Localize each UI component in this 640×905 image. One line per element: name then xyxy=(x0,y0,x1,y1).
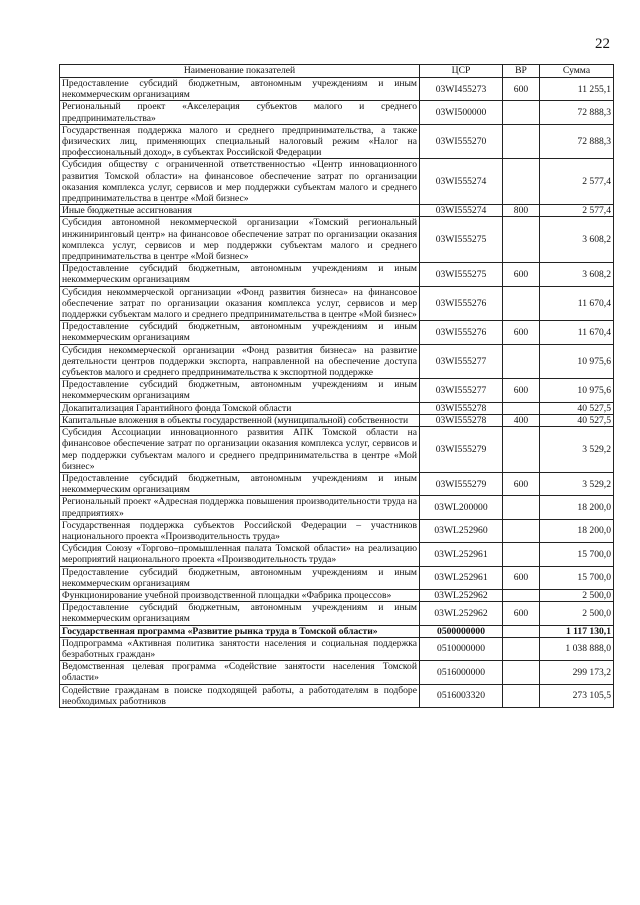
cell-csr: 03WL200000 xyxy=(420,496,503,519)
table-row xyxy=(60,519,614,542)
cell-csr: 03WL252962 xyxy=(420,589,503,601)
cell-sum: 1 117 130,1 xyxy=(540,625,614,637)
cell-vr xyxy=(503,344,540,379)
table-row xyxy=(60,159,614,205)
cell-name: Региональный проект «Акселерация субъектов малого и среднего предпринимательства» xyxy=(60,101,420,124)
cell-sum: 273 105,5 xyxy=(540,684,614,707)
cell-name: Субсидия Союзу «Торгово–промышленная палата Томской области» на реализацию мероприятий национального проекта «Производительность труда» xyxy=(60,543,420,566)
cell-sum: 40 527,5 xyxy=(540,414,614,426)
cell-name: Субсидия некоммерческой организации «Фонд развития бизнеса» на финансовое обеспечение затрат по организации оказания комплекса услуг, сервисов и мер поддержки субъектам малого и среднего предпринимательства в центре «Мой бизнес» xyxy=(60,286,420,321)
page-number: 22 xyxy=(595,36,610,52)
table-row xyxy=(60,661,614,684)
cell-csr: 03WI555275 xyxy=(420,217,503,263)
table-row xyxy=(60,321,614,344)
cell-sum: 2 500,0 xyxy=(540,589,614,601)
cell-csr: 03WI555275 xyxy=(420,263,503,286)
cell-csr: 03WI555276 xyxy=(420,286,503,321)
cell-name: Иные бюджетные ассигнования xyxy=(60,205,420,217)
cell-sum: 2 577,4 xyxy=(540,205,614,217)
cell-vr: 400 xyxy=(503,414,540,426)
cell-vr: 600 xyxy=(503,263,540,286)
cell-sum: 11 255,1 xyxy=(540,78,614,101)
table-row xyxy=(60,566,614,589)
cell-sum: 2 500,0 xyxy=(540,602,614,625)
cell-vr xyxy=(503,543,540,566)
cell-name: Государственная поддержка субъектов Российской Федерации – участников национального проекта «Производительность труда» xyxy=(60,519,420,542)
table-row xyxy=(60,402,614,414)
cell-csr: 03WI500000 xyxy=(420,101,503,124)
cell-vr xyxy=(503,661,540,684)
cell-csr: 0500000000 xyxy=(420,625,503,637)
cell-sum: 72 888,3 xyxy=(540,124,614,159)
cell-csr: 0510000000 xyxy=(420,637,503,660)
table-row xyxy=(60,263,614,286)
cell-csr: 0516000000 xyxy=(420,661,503,684)
cell-vr: 600 xyxy=(503,321,540,344)
cell-sum: 72 888,3 xyxy=(540,101,614,124)
cell-name: Субсидия некоммерческой организации «Фонд развития бизнеса» на развитие деятельности центров поддержки экспорта, направленной на обеспечение доступа субъектов малого и среднего предпринимательства к экспортной поддержке xyxy=(60,344,420,379)
cell-name: Предоставление субсидий бюджетным, автономным учреждениям и иным некоммерческим организациям xyxy=(60,321,420,344)
cell-sum: 10 975,6 xyxy=(540,379,614,402)
cell-sum: 3 608,2 xyxy=(540,217,614,263)
cell-csr: 03WI555278 xyxy=(420,414,503,426)
cell-csr: 03WI555277 xyxy=(420,379,503,402)
cell-sum: 3 608,2 xyxy=(540,263,614,286)
cell-vr xyxy=(503,217,540,263)
cell-name: Государственная программа «Развитие рынка труда в Томской области» xyxy=(60,625,420,637)
cell-name: Предоставление субсидий бюджетным, автономным учреждениям и иным некоммерческим организациям xyxy=(60,602,420,625)
cell-sum: 11 670,4 xyxy=(540,321,614,344)
table-row xyxy=(60,344,614,379)
cell-csr: 03WI455273 xyxy=(420,78,503,101)
table-row xyxy=(60,205,614,217)
cell-sum: 15 700,0 xyxy=(540,543,614,566)
cell-name: Предоставление субсидий бюджетным, автономным учреждениям и иным некоммерческим организациям xyxy=(60,379,420,402)
cell-vr xyxy=(503,684,540,707)
cell-vr: 600 xyxy=(503,566,540,589)
cell-vr xyxy=(503,637,540,660)
cell-name: Функционирование учебной производственной площадки «Фабрика процессов» xyxy=(60,589,420,601)
cell-csr: 03WI555278 xyxy=(420,402,503,414)
cell-csr: 03WI555276 xyxy=(420,321,503,344)
cell-name: Предоставление субсидий бюджетным, автономным учреждениям и иным некоммерческим организациям xyxy=(60,472,420,495)
table-row xyxy=(60,496,614,519)
table-row xyxy=(60,124,614,159)
cell-name: Субсидия автономной некоммерческой организации «Томский региональный инжиниринговый центр» на финансовое обеспечение затрат по организации оказания комплекса услуг, сервисов и мер поддержки субъектам малого и среднего предпринимательства в центре «Мой бизнес» xyxy=(60,217,420,263)
table-row xyxy=(60,427,614,473)
cell-vr xyxy=(503,589,540,601)
cell-name: Докапитализация Гарантийного фонда Томской области xyxy=(60,402,420,414)
cell-sum: 3 529,2 xyxy=(540,472,614,495)
cell-sum: 1 038 888,0 xyxy=(540,637,614,660)
table-row xyxy=(60,379,614,402)
cell-csr: 03WI555270 xyxy=(420,124,503,159)
cell-sum: 3 529,2 xyxy=(540,427,614,473)
column-header-csr: ЦСР xyxy=(420,65,503,78)
column-header-sum: Сумма xyxy=(540,65,614,78)
table-row xyxy=(60,625,614,637)
cell-name: Государственная поддержка малого и среднего предпринимательства, а также физических лиц, применяющих специальный налоговый режим «Налог на профессиональный доход», в субъектах Российской Федерации xyxy=(60,124,420,159)
cell-name: Региональный проект «Адресная поддержка повышения производительности труда на предприятиях» xyxy=(60,496,420,519)
cell-sum: 15 700,0 xyxy=(540,566,614,589)
cell-vr xyxy=(503,159,540,205)
cell-sum: 18 200,0 xyxy=(540,519,614,542)
cell-sum: 10 975,6 xyxy=(540,344,614,379)
cell-name: Ведомственная целевая программа «Содействие занятости населения Томской области» xyxy=(60,661,420,684)
cell-name: Предоставление субсидий бюджетным, автономным учреждениям и иным некоммерческим организациям xyxy=(60,263,420,286)
column-header-name: Наименование показателей xyxy=(60,65,420,78)
table-row xyxy=(60,101,614,124)
cell-vr: 600 xyxy=(503,472,540,495)
cell-vr: 600 xyxy=(503,602,540,625)
table-row xyxy=(60,286,614,321)
table-header-row xyxy=(60,65,614,78)
table-row xyxy=(60,684,614,707)
cell-sum: 2 577,4 xyxy=(540,159,614,205)
cell-csr: 03WL252962 xyxy=(420,602,503,625)
cell-vr xyxy=(503,286,540,321)
cell-csr: 03WL252960 xyxy=(420,519,503,542)
cell-sum: 299 173,2 xyxy=(540,661,614,684)
cell-name: Субсидия Ассоциации инновационного развития АПК Томской области на финансовое обеспечение затрат по организации оказания комплекса услуг, сервисов и мер поддержки субъектам малого и среднего предпринимательства в центре «Мой бизнес» xyxy=(60,427,420,473)
cell-vr: 800 xyxy=(503,205,540,217)
table-row xyxy=(60,602,614,625)
cell-vr: 600 xyxy=(503,78,540,101)
cell-sum: 11 670,4 xyxy=(540,286,614,321)
cell-sum: 40 527,5 xyxy=(540,402,614,414)
cell-vr xyxy=(503,625,540,637)
column-header-vr: ВР xyxy=(503,65,540,78)
cell-vr: 600 xyxy=(503,379,540,402)
cell-csr: 03WL252961 xyxy=(420,543,503,566)
table-row xyxy=(60,414,614,426)
cell-name: Содействие гражданам в поиске подходящей работы, а работодателям в подборе необходимых работников xyxy=(60,684,420,707)
table-row xyxy=(60,543,614,566)
cell-name: Капитальные вложения в объекты государственной (муниципальной) собственности xyxy=(60,414,420,426)
cell-vr xyxy=(503,496,540,519)
cell-csr: 03WI555277 xyxy=(420,344,503,379)
cell-csr: 03WI555279 xyxy=(420,472,503,495)
cell-vr xyxy=(503,427,540,473)
cell-name: Субсидия обществу с ограниченной ответственностью «Центр инновационного развития Томской области» на финансовое обеспечение затрат по организации оказания комплекса услуг, сервисов и мер поддержки субъектам малого и среднего предпринимательства в центре «Мой бизнес» xyxy=(60,159,420,205)
cell-vr xyxy=(503,124,540,159)
cell-csr: 03WI555279 xyxy=(420,427,503,473)
table-row xyxy=(60,472,614,495)
cell-csr: 03WL252961 xyxy=(420,566,503,589)
table-row xyxy=(60,217,614,263)
cell-sum: 18 200,0 xyxy=(540,496,614,519)
cell-name: Подпрограмма «Активная политика занятости населения и социальная поддержка безработных граждан» xyxy=(60,637,420,660)
cell-vr xyxy=(503,101,540,124)
table-row xyxy=(60,78,614,101)
budget-table xyxy=(59,64,614,708)
cell-vr xyxy=(503,402,540,414)
cell-csr: 0516003320 xyxy=(420,684,503,707)
cell-name: Предоставление субсидий бюджетным, автономным учреждениям и иным некоммерческим организациям xyxy=(60,566,420,589)
table-row xyxy=(60,589,614,601)
cell-csr: 03WI555274 xyxy=(420,205,503,217)
cell-vr xyxy=(503,519,540,542)
cell-csr: 03WI555274 xyxy=(420,159,503,205)
table-row xyxy=(60,637,614,660)
cell-name: Предоставление субсидий бюджетным, автономным учреждениям и иным некоммерческим организациям xyxy=(60,78,420,101)
